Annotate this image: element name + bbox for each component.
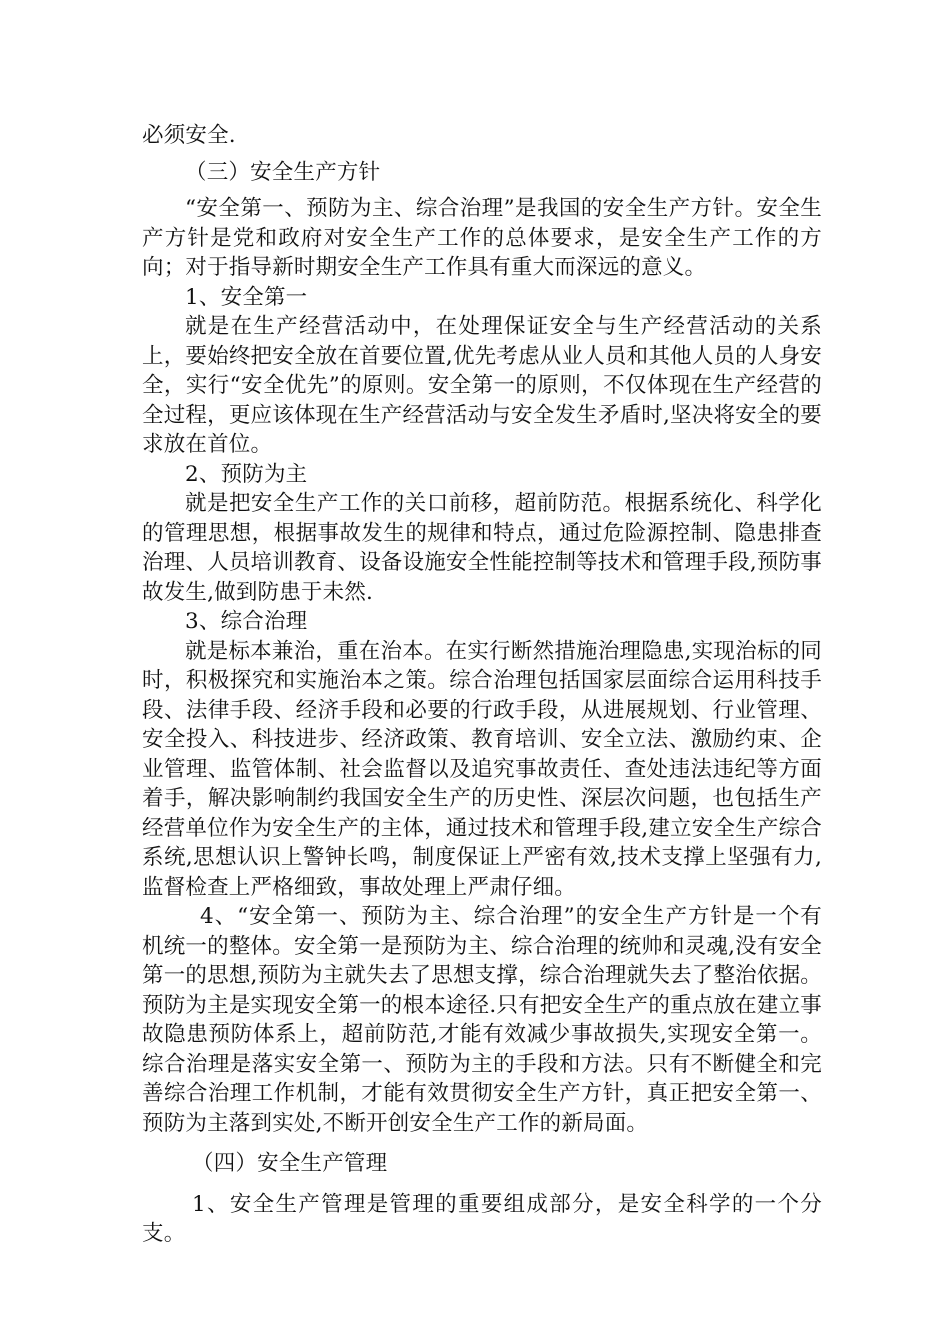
section-heading-3: （三）安全生产方针 (185, 159, 381, 185)
paragraph-continuation: 必须安全. (142, 123, 236, 148)
section-heading-4: （四）安全生产管理 (192, 1151, 388, 1176)
paragraph-safety-first: 就是在生产经营活动中，在处理保证安全与生产经营活动的关系上，要始终把安全放在首要位置,优先考虑从业人员和其他人员的人身安全，实行“安全优先”的原则。安全第一的原则，不仅体现在生产经营的全过程，更应该体现在生产经营活动与安全发生矛盾时,坚决将安全的要求放在首位。 (142, 314, 822, 457)
paragraph-policy: “安全第一、预防为主、综合治理”是我国的安全生产方针。安全生产方针是党和政府对安全生产工作的总体要求，是安全生产工作的方向；对于指导新时期安全生产工作具有重大而深远的意义。 (142, 196, 822, 280)
paragraph-comprehensive: 就是标本兼治，重在治本。在实行断然措施治理隐患,实现治标的同时，积极探究和实施治本之策。综合治理包括国家层面综合运用科技手段、法律手段、经济手段和必要的行政手段，从进展规划、行业管理、安全投入、科技进步、经济政策、教育培训、安全立法、激励约束、企业管理、监管体制、社会监督以及追究事故责任、查处违法违纪等方面着手，解决影响制约我国安全生产的历史性、深层次问题，也包括生产经营单位作为安全生产的主体，通过技术和管理手段,建立安全生产综合系统,思想认识上警钟长鸣，制度保证上严密有效,技术支撑上坚强有力,监督检查上严格细致，事故处理上严肃仔细。 (142, 638, 822, 900)
paragraph-prevention: 就是把安全生产工作的关口前移，超前防范。根据系统化、科学化的管理思想，根据事故发生的规律和特点，通过危险源控制、隐患排查治理、人员培训教育、设备设施安全性能控制等技术和管理手段,预防事故发生,做到防患于未然. (142, 491, 822, 605)
paragraph-management: 1、安全生产管理是管理的重要组成部分，是安全科学的一个分支。 (142, 1191, 822, 1246)
subheading-safety-first: 1、安全第一 (185, 284, 308, 310)
subheading-prevention: 2、预防为主 (185, 461, 308, 487)
subheading-comprehensive: 3、综合治理 (185, 609, 308, 634)
body-text (142, 121, 822, 1249)
paragraph-unity: 4、“安全第一、预防为主、综合治理”的安全生产方针是一个有机统一的整体。安全第一是预防为主、综合治理的统帅和灵魂,没有安全第一的思想,预防为主就失去了思想支撑，综合治理就失去了整治依据。预防为主是实现安全第一的根本途径.只有把安全生产的重点放在建立事故隐患预防体系上，超前防范,才能有效减少事故损失,实现安全第一。综合治理是落实安全第一、预防为主的手段和方法。只有不断健全和完善综合治理工作机制，才能有效贯彻安全生产方针，真正把安全第一、预防为主落到实处,不断开创安全生产工作的新局面。 (142, 904, 822, 1136)
